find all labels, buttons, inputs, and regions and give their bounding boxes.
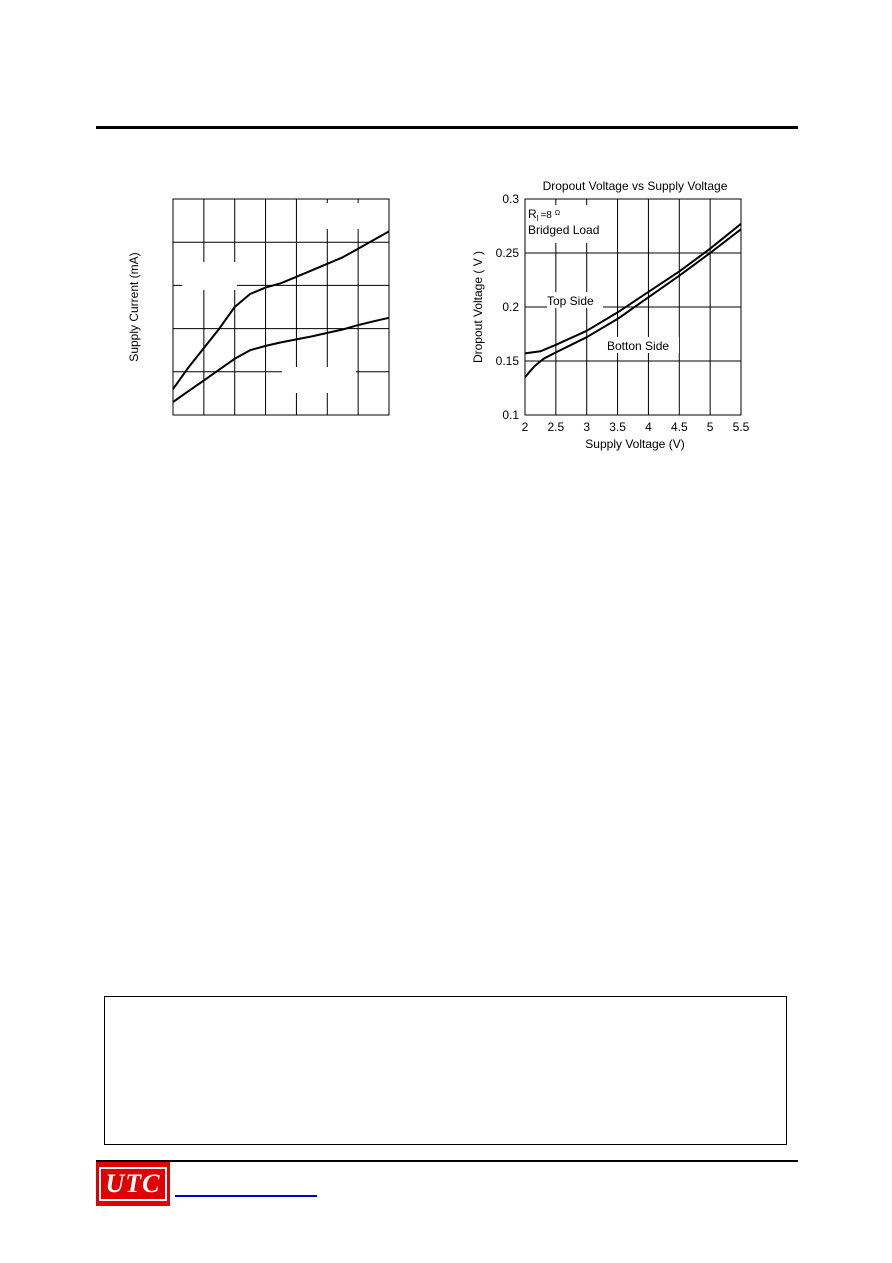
load-r-value: =8 <box>540 210 552 221</box>
chart1-series-line-2 <box>173 318 389 402</box>
utc-logo <box>96 1162 170 1206</box>
utc-logo-mark: UTC <box>99 1167 167 1201</box>
chart2-x-tick-label: 5 <box>706 420 714 434</box>
top-side-label: Top Side <box>547 294 594 308</box>
chart1-mask-bottom-right <box>282 367 356 393</box>
chart2-series-line-1 <box>525 224 741 354</box>
footer-link-underline[interactable] <box>175 1195 317 1197</box>
chart2-y-tick-label: 0.3 <box>502 192 519 206</box>
chart2-x-tick-label: 2.5 <box>547 420 565 434</box>
chart1-grid <box>173 199 389 415</box>
chart1-plot-frame <box>173 199 389 415</box>
chart2-y-tick-label: 0.15 <box>495 354 519 368</box>
chart2-x-tick-label: 3.5 <box>609 420 626 434</box>
chart1-mask-left <box>182 262 237 290</box>
botton-side-label: Botton Side <box>607 339 670 353</box>
dropout-voltage-chart <box>465 170 775 460</box>
chart2-x-tick-label: 4 <box>645 420 652 434</box>
chart2-x-ticks <box>522 420 750 434</box>
chart2-x-axis-label: Supply Voltage (V) <box>585 437 685 451</box>
chart2-x-tick-label: 3 <box>583 420 591 434</box>
ohm-symbol: Ω <box>554 210 561 217</box>
chart2-y-ticks <box>496 192 520 422</box>
chart2-y-tick-label: 0.2 <box>502 300 519 314</box>
chart1-series <box>173 231 389 402</box>
chart2-x-tick-label: 4.5 <box>670 420 688 434</box>
footer-rule <box>96 1160 798 1162</box>
chart1-y-axis-label: Supply Current (mA) <box>127 252 141 362</box>
chart2-y-tick-label: 0.25 <box>495 246 519 260</box>
chart2-title: Dropout Voltage vs Supply Voltage <box>542 179 728 193</box>
chart1-series-line-1 <box>173 231 389 389</box>
header-rule <box>96 126 798 129</box>
chart1-mask-top-right <box>297 203 367 229</box>
load-r-subscript: l <box>536 214 539 223</box>
supply-current-chart <box>120 190 400 430</box>
bridged-load-label: Bridged Load <box>528 223 600 237</box>
chart2-x-tick-label: 5.5 <box>732 420 750 434</box>
disclaimer-box <box>104 996 787 1145</box>
chart2-y-axis-label: Dropout Voltage ( V ) <box>471 250 485 364</box>
load-r-label: R <box>528 207 537 221</box>
chart2-y-tick-label: 0.1 <box>502 408 519 422</box>
chart2-x-tick-label: 2 <box>521 420 529 434</box>
